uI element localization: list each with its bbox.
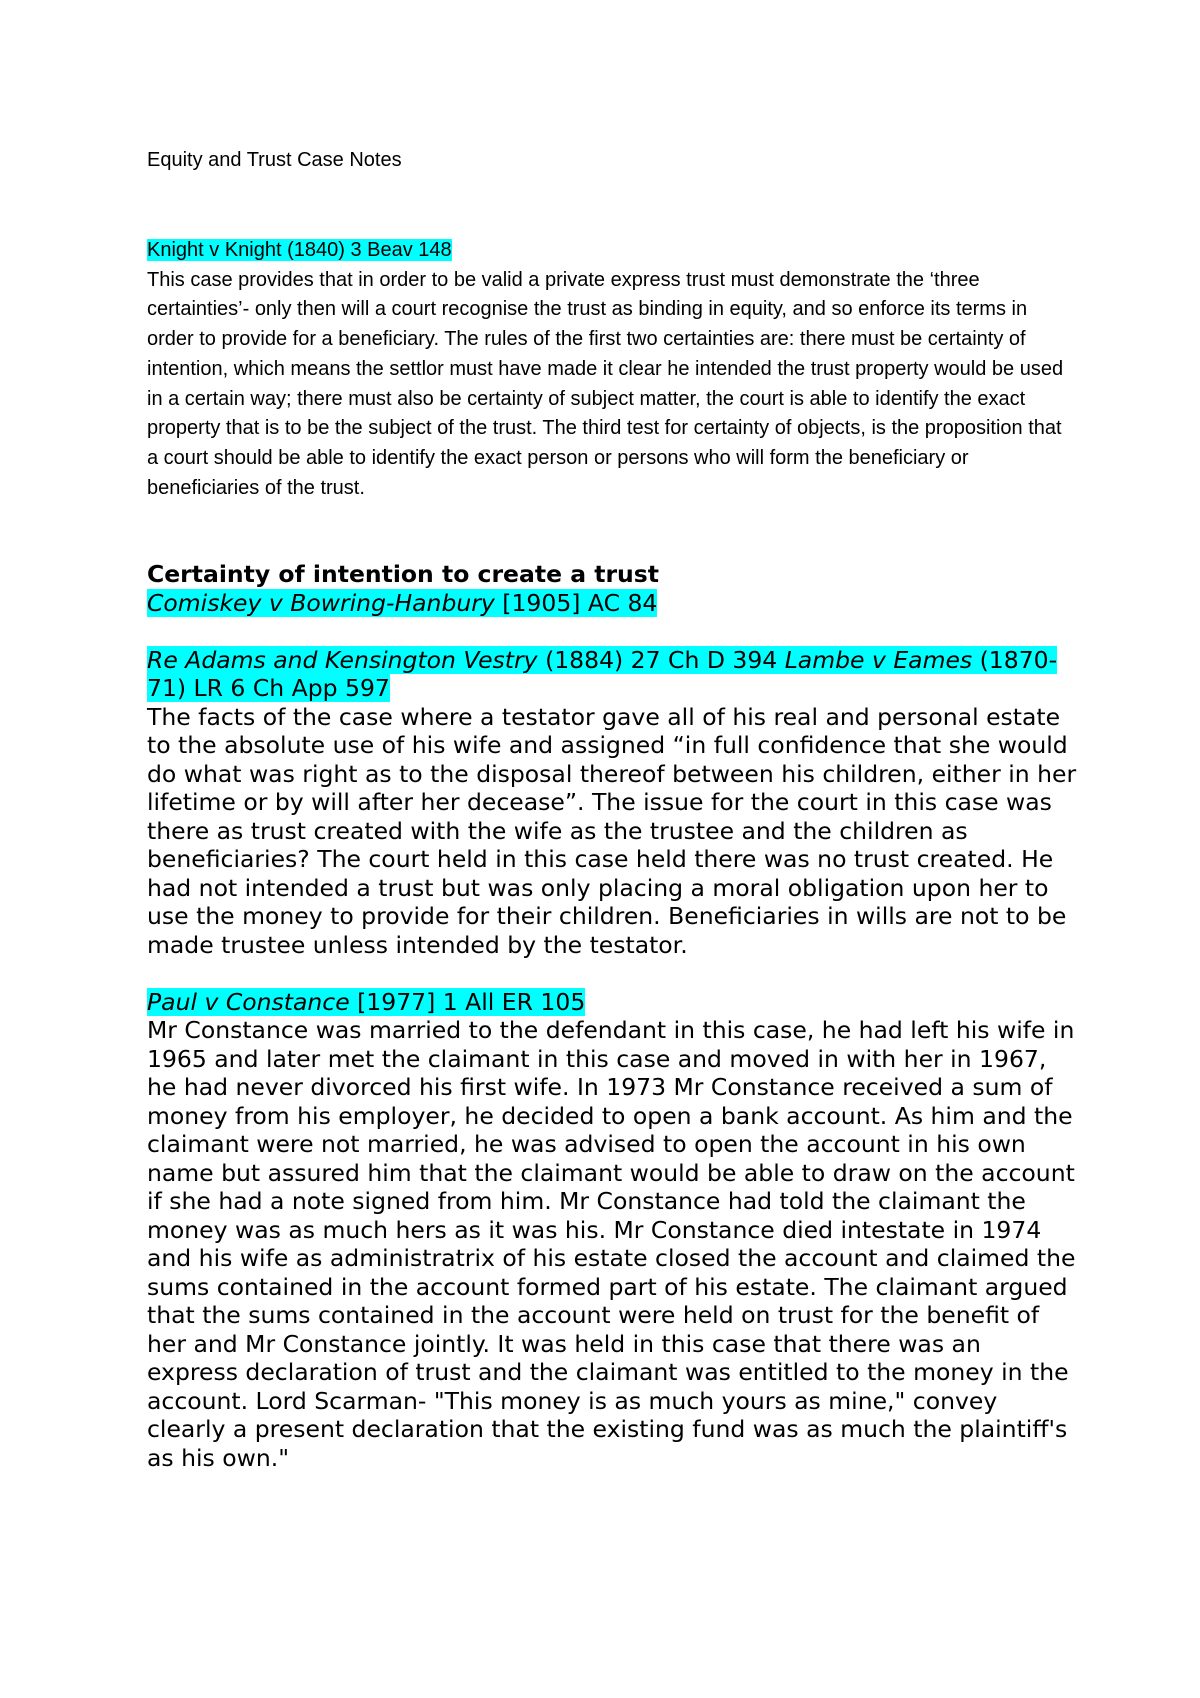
knight-case-body: This case provides that in order to be valid a private express trust must demonstrate the ‘three certainties’- only then will a court recognise the trust as binding in equity, and so enforce its terms in order to provide for a beneficiary. The rules of the first two certainties are: there must be certainty of intention, which means the settlor must have made it clear he intended the trust property would be used in a certain way; there must also be certainty of subject matter, the court is able to identify the exact property that is to be the subject of the trust. The third test for certainty of objects, is the proposition that a court should be able to identify the exact person or persons who will form the beneficiary or beneficiaries of the trust. <box>147 268 1064 499</box>
paul-case-reference: [1977] 1 All ER 105 <box>349 987 586 1016</box>
paul-case-citation <box>147 988 1077 1017</box>
comiskey-case-reference: [1905] AC 84 <box>494 588 658 617</box>
intention-section <box>147 560 1077 1472</box>
paul-case-body: Mr Constance was married to the defendant in this case, he had left his wife in 1965 and later met the claimant in this case and moved in with her in 1967, he had never divorced his first wife. In 1973 Mr Constance received a sum of money from his employer, he decided to open a bank account. As him and the claimant were not married, he was advised to open the account in his own name but assured him that the claimant would be able to draw on the account if she had a note signed from him. Mr Constance had told the claimant the money was as much hers as it was his. Mr Constance died intestate in 1974 and his wife as administratrix of his estate closed the account and claimed the sums contained in the account formed part of his estate. The claimant argued that the sums contained in the account were held on trust for the benefit of her and Mr Constance jointly. It was held in this case that there was an express declaration of trust and the claimant was entitled to the money in the account. Lord Scarman- "This money is as much yours as mine," convey clearly a present declaration that the existing fund was as much the plaintiff's as his own." <box>147 1016 1076 1472</box>
comiskey-case-name: Comiskey v Bowring-Hanbury <box>147 588 495 617</box>
adams-case-name: Re Adams and Kensington Vestry <box>147 645 538 674</box>
spacer <box>147 617 1077 646</box>
knight-case-citation <box>147 236 1077 266</box>
knight-section <box>147 236 1077 503</box>
comiskey-highlight <box>147 589 657 617</box>
comiskey-case-citation <box>147 589 1077 618</box>
adams-case-citation <box>147 646 1077 703</box>
lambe-case-reference: (1870-71) LR 6 Ch App 597 <box>147 645 1058 702</box>
spacer <box>147 959 1077 988</box>
intention-heading: Certainty of intention to create a trust <box>147 560 660 588</box>
adams-highlight <box>147 646 1057 703</box>
paul-case-name: Paul v Constance <box>147 987 350 1016</box>
knight-citation-highlight: Knight v Knight (1840) 3 Beav 148 <box>147 239 452 261</box>
paul-highlight <box>147 988 585 1016</box>
document-title: Equity and Trust Case Notes <box>147 149 402 171</box>
adams-case-reference: (1884) 27 Ch D 394 <box>537 645 785 674</box>
adams-case-body: The facts of the case where a testator gave all of his real and personal estate to the absolute use of his wife and assigned “in full confidence that she would do what was right as to the disposal thereof between his children, either in her lifetime or by will after her decease”. The issue for the court in this case was there as trust created with the wife as the trustee and the children as beneficiaries? The court held in this case held there was no trust created. He had not intended a trust but was only placing a moral obligation upon her to use the money to provide for their children. Beneficiaries in wills are not to be made trustee unless intended by the testator. <box>147 702 1077 959</box>
lambe-case-name: Lambe v Eames <box>784 645 973 674</box>
